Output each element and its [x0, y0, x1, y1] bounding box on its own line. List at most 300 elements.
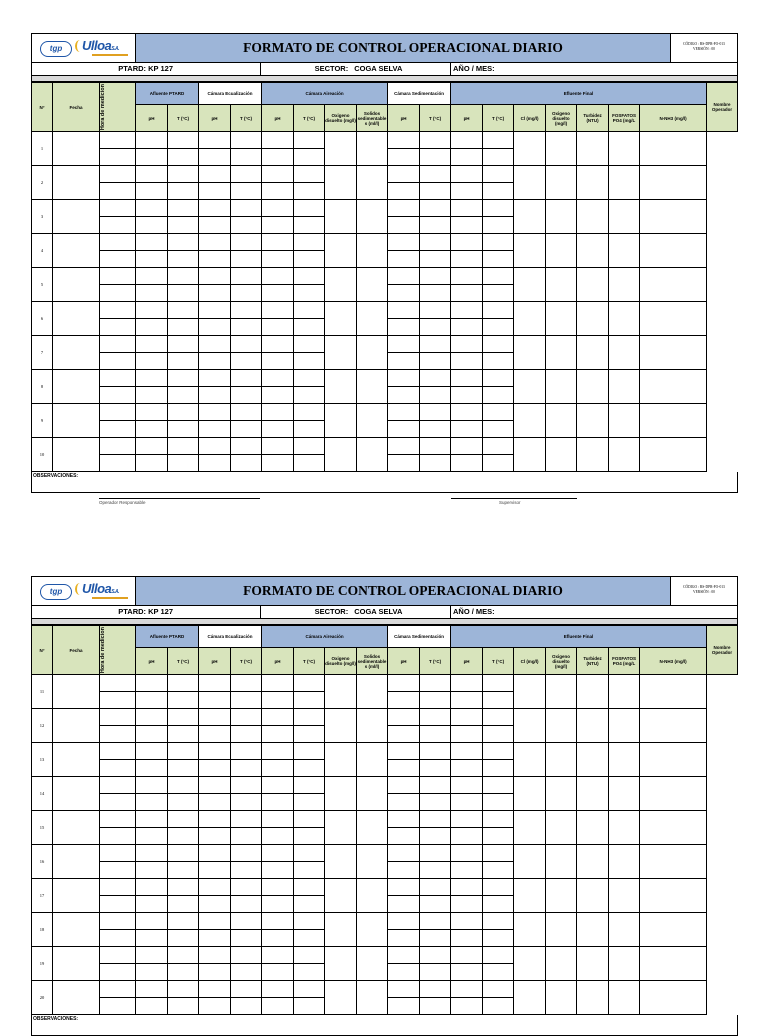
- data-cell[interactable]: [53, 200, 100, 234]
- data-cell[interactable]: [231, 387, 262, 404]
- data-cell[interactable]: [483, 404, 514, 421]
- data-cell[interactable]: [294, 421, 325, 438]
- data-cell[interactable]: [231, 166, 262, 183]
- data-cell[interactable]: [483, 896, 514, 913]
- data-cell[interactable]: [546, 234, 577, 268]
- data-cell[interactable]: [483, 166, 514, 183]
- data-cell[interactable]: [325, 404, 357, 438]
- data-cell[interactable]: [199, 166, 231, 183]
- data-cell[interactable]: [451, 200, 483, 217]
- data-cell[interactable]: [420, 879, 451, 896]
- data-cell[interactable]: [168, 319, 199, 336]
- data-cell[interactable]: [100, 828, 136, 845]
- data-cell[interactable]: [640, 981, 707, 1015]
- data-cell[interactable]: [420, 794, 451, 811]
- data-cell[interactable]: [231, 404, 262, 421]
- data-cell[interactable]: [451, 251, 483, 268]
- data-cell[interactable]: [483, 709, 514, 726]
- data-cell[interactable]: [388, 302, 420, 319]
- data-cell[interactable]: [420, 981, 451, 998]
- data-cell[interactable]: [199, 387, 231, 404]
- data-cell[interactable]: [609, 200, 640, 234]
- data-cell[interactable]: [420, 336, 451, 353]
- data-cell[interactable]: [262, 998, 294, 1015]
- data-cell[interactable]: [451, 438, 483, 455]
- data-cell[interactable]: [388, 251, 420, 268]
- data-cell[interactable]: [168, 692, 199, 709]
- data-cell[interactable]: [577, 709, 609, 743]
- data-cell[interactable]: [483, 302, 514, 319]
- data-cell[interactable]: [262, 251, 294, 268]
- data-cell[interactable]: [100, 845, 136, 862]
- data-cell[interactable]: [420, 285, 451, 302]
- data-cell[interactable]: [53, 370, 100, 404]
- data-cell[interactable]: [100, 964, 136, 981]
- data-cell[interactable]: [262, 455, 294, 472]
- data-cell[interactable]: [388, 760, 420, 777]
- data-cell[interactable]: [420, 353, 451, 370]
- data-cell[interactable]: [168, 896, 199, 913]
- data-cell[interactable]: [546, 302, 577, 336]
- data-cell[interactable]: [136, 285, 168, 302]
- data-cell[interactable]: [388, 455, 420, 472]
- data-cell[interactable]: [136, 387, 168, 404]
- data-cell[interactable]: [294, 251, 325, 268]
- data-cell[interactable]: [136, 132, 168, 149]
- data-cell[interactable]: [100, 726, 136, 743]
- data-cell[interactable]: [168, 217, 199, 234]
- data-cell[interactable]: [168, 455, 199, 472]
- data-cell[interactable]: [609, 947, 640, 981]
- data-cell[interactable]: [451, 353, 483, 370]
- data-cell[interactable]: [100, 166, 136, 183]
- data-cell[interactable]: [388, 200, 420, 217]
- data-cell[interactable]: [420, 692, 451, 709]
- data-cell[interactable]: [231, 285, 262, 302]
- data-cell[interactable]: [262, 234, 294, 251]
- data-cell[interactable]: [609, 302, 640, 336]
- data-cell[interactable]: [262, 828, 294, 845]
- data-cell[interactable]: [199, 200, 231, 217]
- data-cell[interactable]: [262, 404, 294, 421]
- data-cell[interactable]: [325, 200, 357, 234]
- data-cell[interactable]: [199, 268, 231, 285]
- data-cell[interactable]: [609, 132, 640, 166]
- data-cell[interactable]: [100, 930, 136, 947]
- data-cell[interactable]: [420, 217, 451, 234]
- data-cell[interactable]: [53, 336, 100, 370]
- data-cell[interactable]: [325, 438, 357, 472]
- data-cell[interactable]: [199, 930, 231, 947]
- data-cell[interactable]: [451, 387, 483, 404]
- data-cell[interactable]: [100, 947, 136, 964]
- data-cell[interactable]: [483, 777, 514, 794]
- data-cell[interactable]: [168, 336, 199, 353]
- data-cell[interactable]: [420, 251, 451, 268]
- data-cell[interactable]: [420, 828, 451, 845]
- data-cell[interactable]: [231, 760, 262, 777]
- data-cell[interactable]: [388, 132, 420, 149]
- data-cell[interactable]: [451, 692, 483, 709]
- data-cell[interactable]: [100, 421, 136, 438]
- data-cell[interactable]: [357, 370, 388, 404]
- data-cell[interactable]: [294, 336, 325, 353]
- data-cell[interactable]: [100, 370, 136, 387]
- data-cell[interactable]: [451, 166, 483, 183]
- data-cell[interactable]: [136, 743, 168, 760]
- data-cell[interactable]: [451, 743, 483, 760]
- data-cell[interactable]: [168, 132, 199, 149]
- data-cell[interactable]: [199, 183, 231, 200]
- operador-signature-line[interactable]: [99, 498, 260, 499]
- data-cell[interactable]: [514, 743, 546, 777]
- data-cell[interactable]: [420, 675, 451, 692]
- data-cell[interactable]: [168, 387, 199, 404]
- supervisor-signature-line[interactable]: [451, 498, 577, 499]
- data-cell[interactable]: [388, 183, 420, 200]
- data-cell[interactable]: [53, 947, 100, 981]
- data-cell[interactable]: [483, 947, 514, 964]
- data-cell[interactable]: [262, 387, 294, 404]
- data-cell[interactable]: [577, 234, 609, 268]
- data-cell[interactable]: [100, 234, 136, 251]
- data-cell[interactable]: [640, 302, 707, 336]
- data-cell[interactable]: [357, 845, 388, 879]
- data-cell[interactable]: [451, 726, 483, 743]
- data-cell[interactable]: [100, 692, 136, 709]
- data-cell[interactable]: [483, 760, 514, 777]
- data-cell[interactable]: [420, 455, 451, 472]
- data-cell[interactable]: [168, 709, 199, 726]
- data-cell[interactable]: [325, 370, 357, 404]
- data-cell[interactable]: [294, 692, 325, 709]
- data-cell[interactable]: [231, 421, 262, 438]
- data-cell[interactable]: [483, 998, 514, 1015]
- data-cell[interactable]: [199, 947, 231, 964]
- data-cell[interactable]: [136, 319, 168, 336]
- data-cell[interactable]: [609, 709, 640, 743]
- data-cell[interactable]: [294, 981, 325, 998]
- data-cell[interactable]: [136, 455, 168, 472]
- data-cell[interactable]: [357, 879, 388, 913]
- data-cell[interactable]: [53, 845, 100, 879]
- data-cell[interactable]: [357, 811, 388, 845]
- data-cell[interactable]: [577, 200, 609, 234]
- data-cell[interactable]: [451, 981, 483, 998]
- data-cell[interactable]: [231, 217, 262, 234]
- data-cell[interactable]: [420, 200, 451, 217]
- data-cell[interactable]: [100, 675, 136, 692]
- data-cell[interactable]: [577, 913, 609, 947]
- data-cell[interactable]: [262, 675, 294, 692]
- data-cell[interactable]: [168, 862, 199, 879]
- data-cell[interactable]: [294, 370, 325, 387]
- data-cell[interactable]: [514, 302, 546, 336]
- data-cell[interactable]: [294, 166, 325, 183]
- data-cell[interactable]: [100, 200, 136, 217]
- data-cell[interactable]: [136, 336, 168, 353]
- data-cell[interactable]: [262, 862, 294, 879]
- data-cell[interactable]: [262, 421, 294, 438]
- data-cell[interactable]: [451, 149, 483, 166]
- data-cell[interactable]: [168, 675, 199, 692]
- data-cell[interactable]: [514, 675, 546, 709]
- data-cell[interactable]: [53, 234, 100, 268]
- data-cell[interactable]: [451, 675, 483, 692]
- data-cell[interactable]: [199, 302, 231, 319]
- data-cell[interactable]: [388, 319, 420, 336]
- data-cell[interactable]: [388, 268, 420, 285]
- data-cell[interactable]: [199, 438, 231, 455]
- data-cell[interactable]: [199, 828, 231, 845]
- data-cell[interactable]: [294, 234, 325, 251]
- data-cell[interactable]: [483, 217, 514, 234]
- data-cell[interactable]: [231, 132, 262, 149]
- data-cell[interactable]: [100, 743, 136, 760]
- data-cell[interactable]: [53, 913, 100, 947]
- data-cell[interactable]: [136, 421, 168, 438]
- data-cell[interactable]: [136, 268, 168, 285]
- data-cell[interactable]: [100, 217, 136, 234]
- data-cell[interactable]: [420, 421, 451, 438]
- data-cell[interactable]: [514, 947, 546, 981]
- data-cell[interactable]: [420, 811, 451, 828]
- data-cell[interactable]: [262, 879, 294, 896]
- data-cell[interactable]: [420, 149, 451, 166]
- data-cell[interactable]: [451, 964, 483, 981]
- data-cell[interactable]: [168, 981, 199, 998]
- data-cell[interactable]: [231, 981, 262, 998]
- data-cell[interactable]: [388, 930, 420, 947]
- data-cell[interactable]: [577, 675, 609, 709]
- data-cell[interactable]: [199, 251, 231, 268]
- data-cell[interactable]: [262, 794, 294, 811]
- data-cell[interactable]: [168, 285, 199, 302]
- data-cell[interactable]: [262, 913, 294, 930]
- data-cell[interactable]: [483, 862, 514, 879]
- data-cell[interactable]: [483, 811, 514, 828]
- data-cell[interactable]: [451, 285, 483, 302]
- data-cell[interactable]: [640, 811, 707, 845]
- data-cell[interactable]: [136, 862, 168, 879]
- data-cell[interactable]: [420, 387, 451, 404]
- data-cell[interactable]: [357, 981, 388, 1015]
- data-cell[interactable]: [231, 251, 262, 268]
- data-cell[interactable]: [231, 862, 262, 879]
- data-cell[interactable]: [100, 302, 136, 319]
- data-cell[interactable]: [325, 743, 357, 777]
- data-cell[interactable]: [483, 743, 514, 760]
- data-cell[interactable]: [199, 404, 231, 421]
- data-cell[interactable]: [546, 709, 577, 743]
- data-cell[interactable]: [420, 862, 451, 879]
- data-cell[interactable]: [420, 234, 451, 251]
- data-cell[interactable]: [231, 200, 262, 217]
- data-cell[interactable]: [294, 998, 325, 1015]
- data-cell[interactable]: [357, 336, 388, 370]
- data-cell[interactable]: [199, 998, 231, 1015]
- data-cell[interactable]: [546, 438, 577, 472]
- data-cell[interactable]: [53, 302, 100, 336]
- data-cell[interactable]: [514, 404, 546, 438]
- data-cell[interactable]: [294, 947, 325, 964]
- data-cell[interactable]: [199, 149, 231, 166]
- data-cell[interactable]: [357, 438, 388, 472]
- data-cell[interactable]: [546, 166, 577, 200]
- data-cell[interactable]: [514, 438, 546, 472]
- data-cell[interactable]: [420, 726, 451, 743]
- data-cell[interactable]: [199, 760, 231, 777]
- data-cell[interactable]: [640, 132, 707, 166]
- data-cell[interactable]: [136, 166, 168, 183]
- data-cell[interactable]: [483, 828, 514, 845]
- data-cell[interactable]: [451, 845, 483, 862]
- data-cell[interactable]: [262, 964, 294, 981]
- data-cell[interactable]: [231, 438, 262, 455]
- data-cell[interactable]: [388, 726, 420, 743]
- data-cell[interactable]: [294, 675, 325, 692]
- data-cell[interactable]: [168, 302, 199, 319]
- data-cell[interactable]: [136, 251, 168, 268]
- data-cell[interactable]: [294, 879, 325, 896]
- data-cell[interactable]: [388, 336, 420, 353]
- data-cell[interactable]: [100, 913, 136, 930]
- data-cell[interactable]: [388, 743, 420, 760]
- data-cell[interactable]: [136, 930, 168, 947]
- data-cell[interactable]: [136, 998, 168, 1015]
- data-cell[interactable]: [100, 251, 136, 268]
- data-cell[interactable]: [420, 302, 451, 319]
- data-cell[interactable]: [168, 811, 199, 828]
- data-cell[interactable]: [294, 811, 325, 828]
- data-cell[interactable]: [420, 998, 451, 1015]
- data-cell[interactable]: [262, 285, 294, 302]
- data-cell[interactable]: [357, 166, 388, 200]
- data-cell[interactable]: [388, 404, 420, 421]
- data-cell[interactable]: [100, 760, 136, 777]
- data-cell[interactable]: [53, 404, 100, 438]
- data-cell[interactable]: [514, 709, 546, 743]
- data-cell[interactable]: [168, 964, 199, 981]
- data-cell[interactable]: [199, 913, 231, 930]
- data-cell[interactable]: [357, 404, 388, 438]
- data-cell[interactable]: [546, 777, 577, 811]
- data-cell[interactable]: [546, 947, 577, 981]
- data-cell[interactable]: [483, 387, 514, 404]
- data-cell[interactable]: [231, 183, 262, 200]
- data-cell[interactable]: [53, 811, 100, 845]
- data-cell[interactable]: [640, 336, 707, 370]
- data-cell[interactable]: [514, 234, 546, 268]
- data-cell[interactable]: [388, 692, 420, 709]
- data-cell[interactable]: [546, 913, 577, 947]
- data-cell[interactable]: [231, 879, 262, 896]
- data-cell[interactable]: [53, 709, 100, 743]
- data-cell[interactable]: [388, 828, 420, 845]
- data-cell[interactable]: [609, 336, 640, 370]
- data-cell[interactable]: [231, 268, 262, 285]
- data-cell[interactable]: [325, 268, 357, 302]
- data-cell[interactable]: [231, 811, 262, 828]
- data-cell[interactable]: [199, 862, 231, 879]
- data-cell[interactable]: [451, 268, 483, 285]
- data-cell[interactable]: [100, 455, 136, 472]
- data-cell[interactable]: [168, 947, 199, 964]
- data-cell[interactable]: [262, 896, 294, 913]
- data-cell[interactable]: [294, 709, 325, 726]
- data-cell[interactable]: [357, 675, 388, 709]
- data-cell[interactable]: [262, 166, 294, 183]
- observaciones-field[interactable]: OBSERVACIONES:: [31, 1015, 738, 1036]
- data-cell[interactable]: [357, 302, 388, 336]
- data-cell[interactable]: [168, 353, 199, 370]
- data-cell[interactable]: [609, 879, 640, 913]
- data-cell[interactable]: [168, 200, 199, 217]
- data-cell[interactable]: [168, 828, 199, 845]
- data-cell[interactable]: [231, 692, 262, 709]
- data-cell[interactable]: [483, 455, 514, 472]
- data-cell[interactable]: [262, 370, 294, 387]
- data-cell[interactable]: [53, 268, 100, 302]
- data-cell[interactable]: [294, 930, 325, 947]
- data-cell[interactable]: [609, 234, 640, 268]
- data-cell[interactable]: [100, 777, 136, 794]
- data-cell[interactable]: [420, 760, 451, 777]
- data-cell[interactable]: [231, 930, 262, 947]
- data-cell[interactable]: [451, 811, 483, 828]
- data-cell[interactable]: [294, 268, 325, 285]
- data-cell[interactable]: [514, 132, 546, 166]
- data-cell[interactable]: [609, 811, 640, 845]
- data-cell[interactable]: [231, 302, 262, 319]
- data-cell[interactable]: [168, 913, 199, 930]
- data-cell[interactable]: [262, 947, 294, 964]
- data-cell[interactable]: [199, 726, 231, 743]
- data-cell[interactable]: [199, 794, 231, 811]
- data-cell[interactable]: [357, 268, 388, 302]
- data-cell[interactable]: [451, 862, 483, 879]
- data-cell[interactable]: [262, 438, 294, 455]
- data-cell[interactable]: [325, 811, 357, 845]
- data-cell[interactable]: [609, 777, 640, 811]
- data-cell[interactable]: [640, 438, 707, 472]
- data-cell[interactable]: [640, 947, 707, 981]
- data-cell[interactable]: [262, 760, 294, 777]
- data-cell[interactable]: [199, 692, 231, 709]
- data-cell[interactable]: [231, 794, 262, 811]
- data-cell[interactable]: [100, 998, 136, 1015]
- data-cell[interactable]: [136, 896, 168, 913]
- data-cell[interactable]: [136, 777, 168, 794]
- data-cell[interactable]: [262, 692, 294, 709]
- data-cell[interactable]: [136, 726, 168, 743]
- data-cell[interactable]: [100, 353, 136, 370]
- data-cell[interactable]: [199, 709, 231, 726]
- data-cell[interactable]: [231, 777, 262, 794]
- data-cell[interactable]: [451, 896, 483, 913]
- data-cell[interactable]: [325, 234, 357, 268]
- data-cell[interactable]: [451, 132, 483, 149]
- data-cell[interactable]: [136, 981, 168, 998]
- data-cell[interactable]: [168, 879, 199, 896]
- data-cell[interactable]: [100, 896, 136, 913]
- data-cell[interactable]: [451, 302, 483, 319]
- data-cell[interactable]: [325, 675, 357, 709]
- data-cell[interactable]: [640, 370, 707, 404]
- data-cell[interactable]: [325, 879, 357, 913]
- data-cell[interactable]: [388, 421, 420, 438]
- data-cell[interactable]: [168, 794, 199, 811]
